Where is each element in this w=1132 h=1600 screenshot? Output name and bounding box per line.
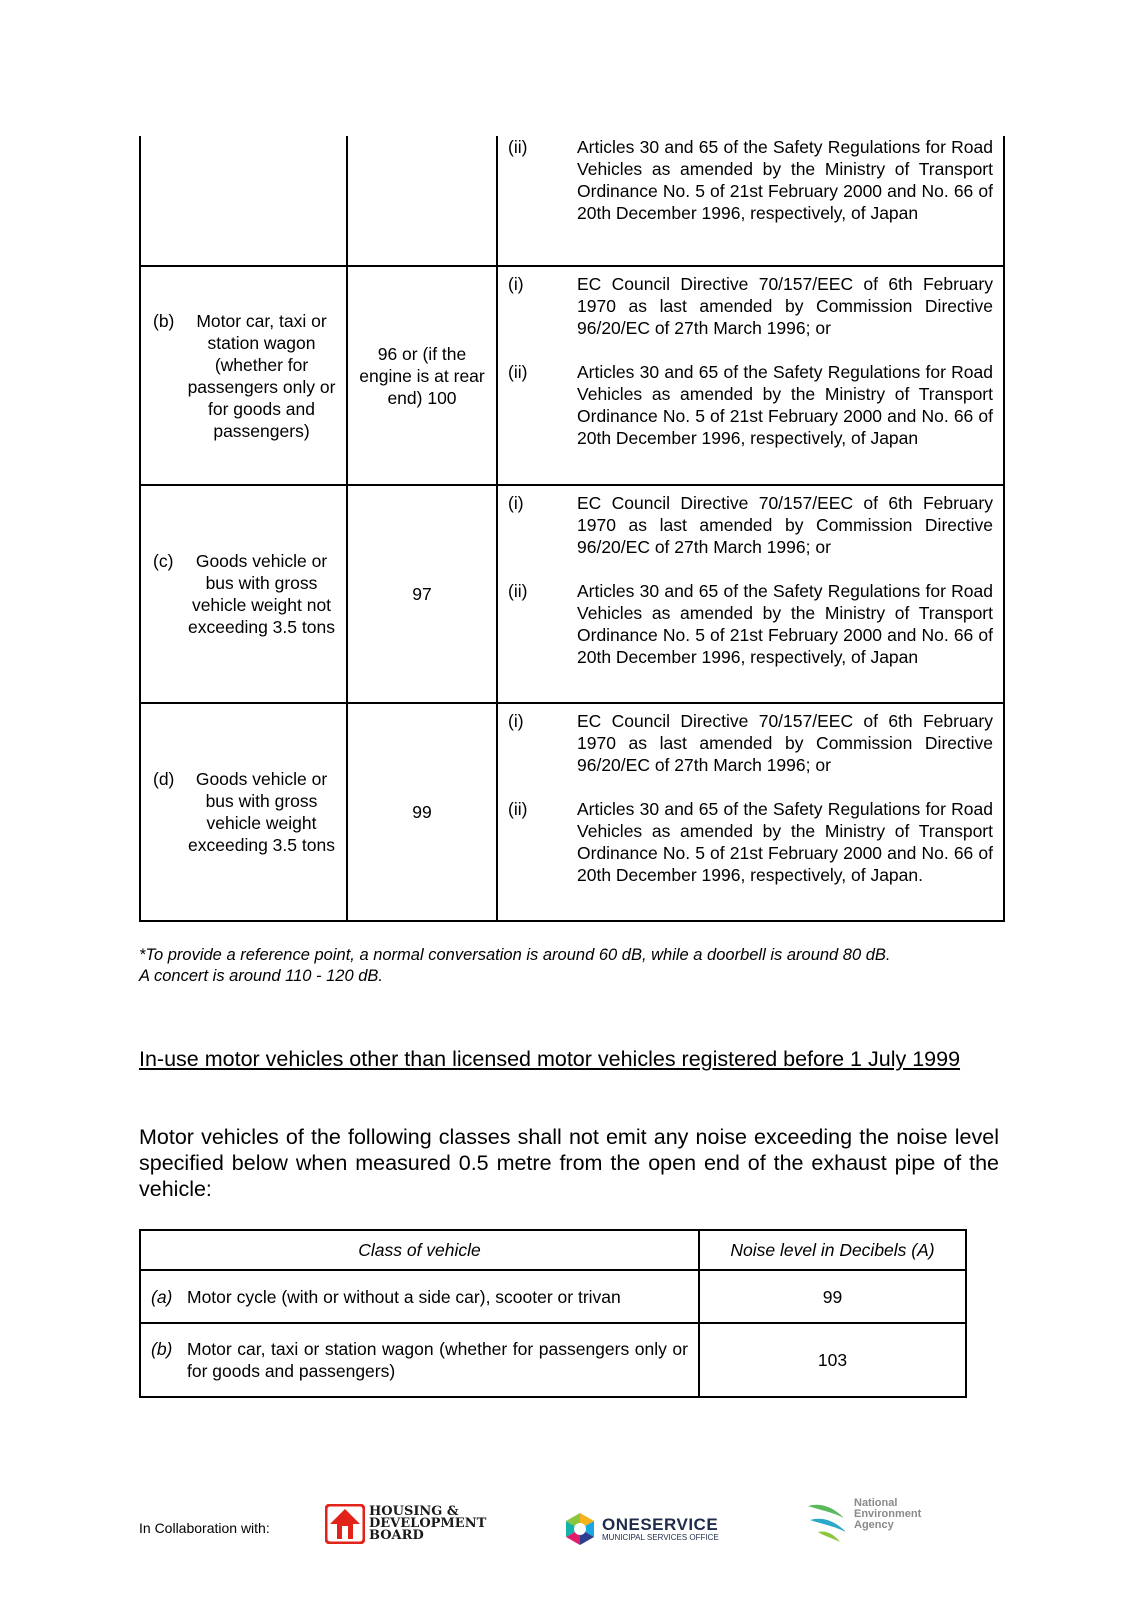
nea-logo-line: Agency [854, 1519, 894, 1531]
noise-cell [347, 266, 497, 485]
oneservice-logo [563, 1512, 719, 1546]
class-text: Motor car, taxi or station wagon (whether for passengers only or for goods and passengers) [187, 1339, 688, 1381]
class-label: (a) [151, 1286, 173, 1307]
hdb-logo-line: HOUSING & [369, 1504, 459, 1519]
footnote [139, 945, 1019, 987]
class-cell [140, 266, 347, 485]
oneservice-subtitle: MUNICIPAL SERVICES OFFICE [602, 1533, 719, 1542]
standard-item: (i) EC Council Directive 70/157/EEC of 6th February 1970 as last amended by Commission Directive 96/20/EC of 27th March 1996; or [508, 493, 993, 557]
standard-item: (ii) Articles 30 and 65 of the Safety Regulations for Road Vehicles as amended by the Ministry of Transport Ordinance No. 5 of 21st February 2000 and No. 66 of 20th December 1996, respectively, of Japan [508, 362, 993, 448]
noise-cell [347, 703, 497, 921]
class-text: Motor car, taxi or station wagon (whether for passengers only or for goods and passengers) [187, 310, 336, 441]
class-label: (d) [153, 769, 175, 789]
standard-item: (ii) Articles 30 and 65 of the Safety Regulations for Road Vehicles as amended by the Ministry of Transport Ordinance No. 5 of 21st February 2000 and No. 66 of 20th December 1996, respectively, of Japan. [508, 799, 993, 885]
standard-item: (ii) Articles 30 and 65 of the Safety Regulations for Road Vehicles as amended by the Ministry of Transport Ordinance No. 5 of 21st February 2000 and No. 66 of 20th December 1996, respectively, of Japan [508, 581, 993, 667]
class-label: (b) [151, 1339, 173, 1359]
table-row [140, 485, 1004, 703]
class-text: Goods vehicle or bus with gross vehicle weight not exceeding 3.5 tons [188, 551, 335, 637]
oneservice-name: ONESERVICE [602, 1515, 719, 1534]
hdb-logo [325, 1504, 486, 1544]
nea-logo-line: National [854, 1497, 898, 1509]
class-cell [140, 485, 347, 703]
standards-cell [497, 703, 1004, 921]
column-header: Class of vehicle [140, 1230, 699, 1270]
footnote-line: A concert is around 110 - 120 dB. [139, 967, 383, 985]
noise-standards-table [139, 136, 1005, 922]
class-label: (b) [153, 310, 175, 331]
nea-logo [804, 1498, 921, 1544]
class-cell [140, 703, 347, 921]
noise-value: 97 [412, 584, 432, 604]
noise-cell [347, 136, 497, 266]
standard-item: (i) EC Council Directive 70/157/EEC of 6th February 1970 as last amended by Commission Directive 96/20/EC of 27th March 1996; or [508, 274, 993, 338]
hdb-house-icon [325, 1504, 365, 1544]
noise-value: 96 or (if the engine is at rear end) 100 [359, 343, 485, 408]
nea-swoosh-icon [804, 1498, 850, 1544]
noise-limit-table [139, 1229, 967, 1398]
class-cell [140, 1323, 699, 1397]
noise-cell [347, 485, 497, 703]
standard-item: (i) EC Council Directive 70/157/EEC of 6th February 1970 as last amended by Commission Directive 96/20/EC of 27th March 1996; or [508, 711, 993, 775]
table-header-row [140, 1230, 966, 1270]
class-label: (c) [153, 551, 174, 571]
hdb-logo-line: DEVELOPMENT [369, 1516, 487, 1531]
hdb-logo-line: BOARD [369, 1528, 424, 1543]
table-row [140, 703, 1004, 921]
nea-logo-line: Environment [854, 1508, 922, 1520]
noise-value: 103 [699, 1323, 966, 1397]
standard-item: (ii) Articles 30 and 65 of the Safety Regulations for Road Vehicles as amended by the Ministry of Transport Ordinance No. 5 of 21st February 2000 and No. 66 of 20th December 1996, respectively, of Japan [508, 137, 993, 223]
standards-cell [497, 266, 1004, 485]
footnote-line: *To provide a reference point, a normal conversation is around 60 dB, while a doorbell is around 80 dB. [139, 946, 891, 964]
noise-value: 99 [699, 1270, 966, 1323]
column-header: Noise level in Decibels (A) [699, 1230, 966, 1270]
noise-value: 99 [412, 802, 432, 822]
table-row [140, 136, 1004, 266]
table-row [140, 266, 1004, 485]
section-paragraph: Motor vehicles of the following classes shall not emit any noise exceeding the noise level specified below when measured 0.5 metre from the open end of the exhaust pipe of the vehicle: [139, 1125, 999, 1201]
standards-cell [497, 485, 1004, 703]
standards-cell [497, 136, 1004, 266]
class-text: Goods vehicle or bus with gross vehicle weight exceeding 3.5 tons [188, 769, 335, 855]
table-row [140, 1323, 966, 1397]
table-row [140, 1270, 966, 1323]
collaboration-label: In Collaboration with: [139, 1520, 270, 1536]
class-cell [140, 136, 347, 266]
section-heading: In-use motor vehicles other than licensed motor vehicles registered before 1 July 1999 [139, 1047, 961, 1071]
class-text: Motor cycle (with or without a side car), scooter or trivan [187, 1286, 621, 1307]
class-cell [140, 1270, 699, 1323]
oneservice-hexagon-icon [563, 1512, 597, 1546]
